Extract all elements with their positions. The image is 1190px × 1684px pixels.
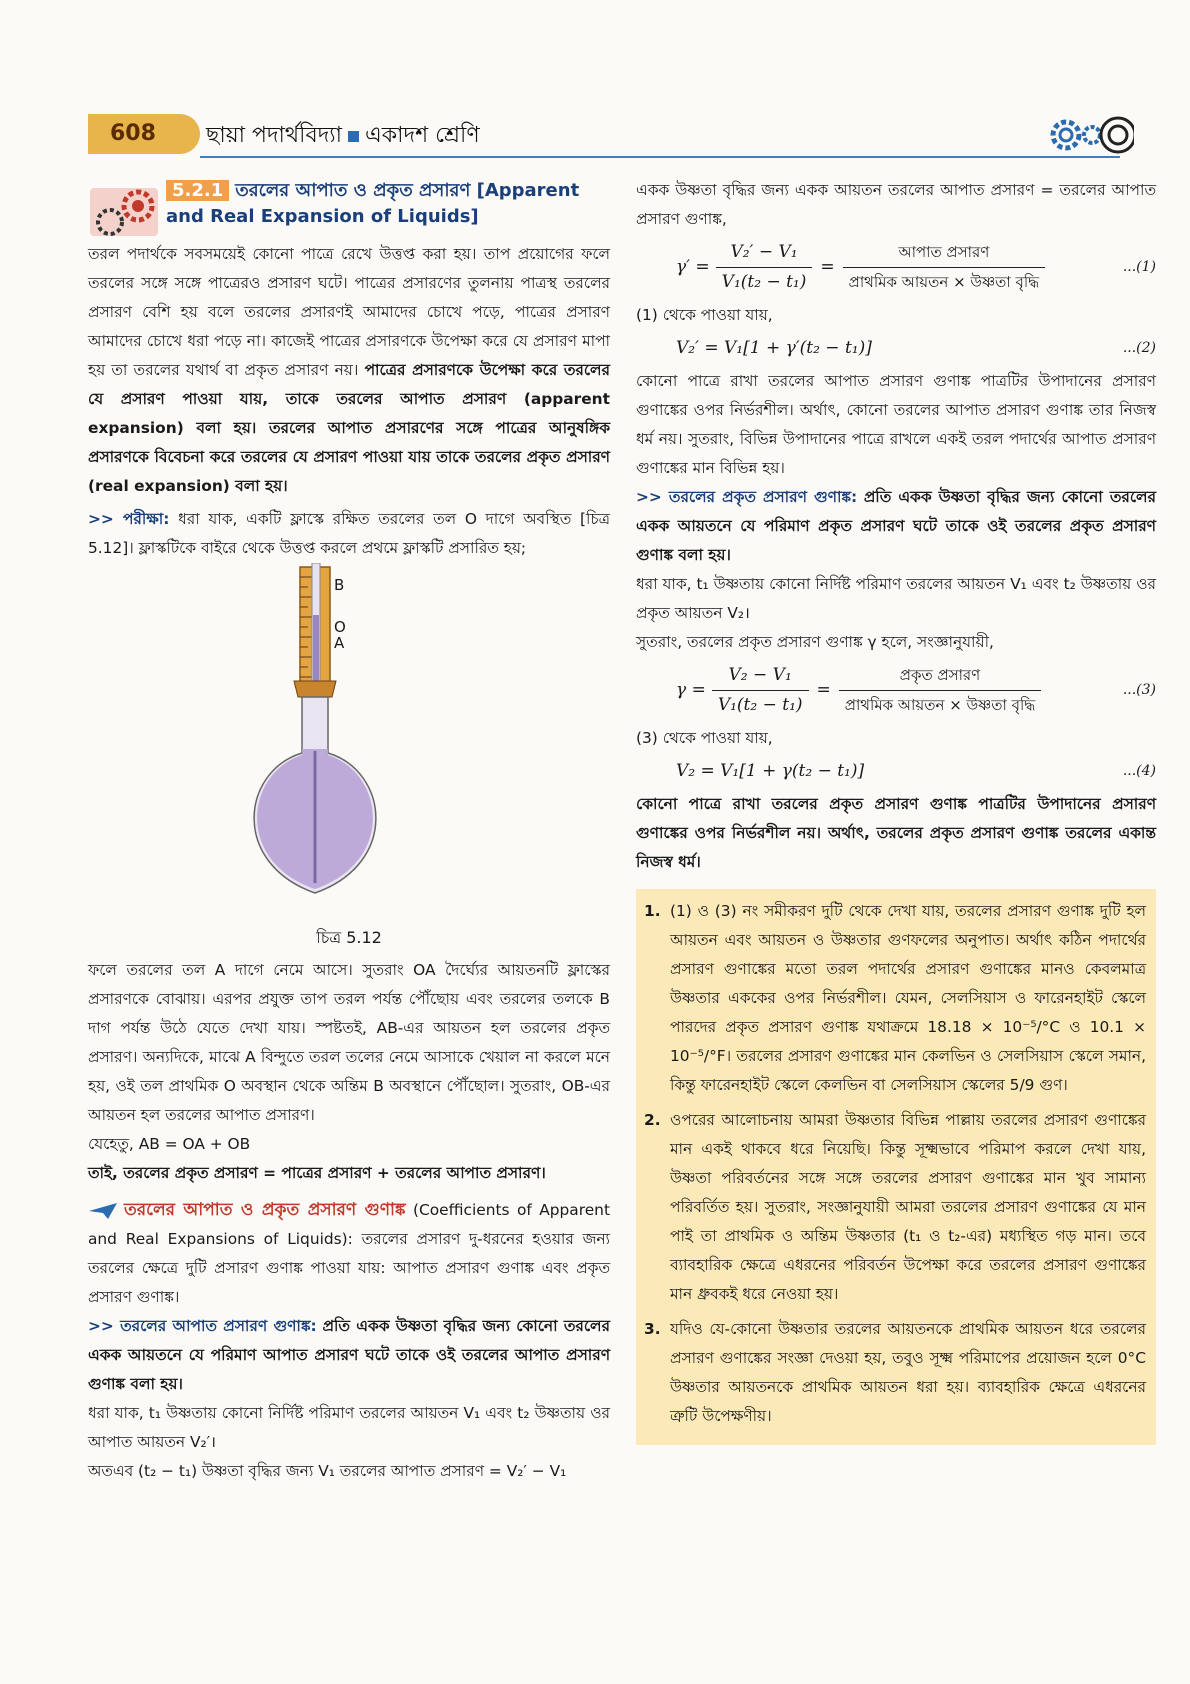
- section-heading: [88, 178, 610, 234]
- eq3-numerator: V₂ − V₁: [712, 661, 809, 691]
- figure-flask: [88, 563, 610, 923]
- equation-3: γ = $\frac{\text{V₂ − V₁}}{\text{V₁(t₂ − t₁)}}$ = $\frac{\text{প্রকৃত প্রসারণ}}{\text{প্রাথমিক আয়তন × উষ্ণতা বৃদ্ধি}}$ ...(3): [636, 661, 1156, 720]
- page-header: [88, 110, 1148, 162]
- eq2-number: ...(2): [1122, 340, 1156, 356]
- experiment-text: ধরা যাক, একটি ফ্লাস্কে রক্ষিত তরলের তল O দাগে অবস্থিত [চিত্র 5.12]। ফ্লাস্কটিকে বাইরে থেকে উত্তপ্ত করলে প্রথমে ফ্লাস্কটি প্রসারিত হয়;: [88, 510, 610, 557]
- experiment-label: পরীক্ষা:: [122, 510, 170, 528]
- paragraph-definition: পাত্রের প্রসারণকে উপেক্ষা করে তরলের যে প্রসারণ পাওয়া যায়, তাকে তরলের আপাত প্রসারণ (apparent expansion) বলা হয়। তরলের আপাত প্রসারণের সঙ্গে পাত্রের আনুষঙ্গিক প্রসারণকে বিবেচনা করে তরলের যে প্রসারণ পাওয়া যায় তাকে তরলের প্রকৃত প্রসারণ (real expansion) বলা হয়।: [88, 361, 610, 495]
- flask-illustration: [88, 563, 610, 923]
- figure-caption: চিত্র 5.12: [316, 928, 382, 947]
- coefficients-heading: তরলের আপাত ও প্রকৃত প্রসারণ গুণাঙ্ক: [124, 1200, 406, 1220]
- from-eq1: (1) থেকে পাওয়া যায়,: [636, 306, 773, 324]
- real-coeff-label: তরলের প্রকৃত প্রসারণ গুণাঙ্ক:: [668, 488, 858, 506]
- eq1-word-denominator: প্রাথমিক আয়তন × উষ্ণতা বৃদ্ধি: [848, 273, 1040, 291]
- eq1-number: ...(1): [1122, 259, 1156, 275]
- apparent-therefore-text: অতএব (t₂ − t₁) উষ্ণতা বৃদ্ধির জন্য V₁ তরলের আপাত প্রসারণ = V₂′ − V₁: [88, 1462, 567, 1480]
- eq1-lhs: γ′ =: [676, 257, 710, 277]
- equation-4: [636, 757, 1156, 786]
- arrow-icon: >>: [88, 1317, 121, 1335]
- real-let-text: ধরা যাক, t₁ উষ্ণতায় কোনো নির্দিষ্ট পরিমাণ তরলের আয়তন V₁ এবং t₂ উষ্ণতায় ওর প্রকৃত আয়তন V₂।: [636, 575, 1156, 622]
- eq3-word-denominator: প্রাথমিক আয়তন × উষ্ণতা বৃদ্ধি: [844, 696, 1036, 714]
- eq1-word-numerator: আপাত প্রসারণ: [843, 238, 1046, 268]
- real-coeff-definition: প্রতি একক উষ্ণতা বৃদ্ধির জন্য কোনো তরলের একক আয়তনে যে পরিমাণ প্রকৃত প্রসারণ ঘটে তাকে ওই তরলের প্রকৃত প্রসারণ গুণাঙ্ক বলা হয়।: [636, 488, 1156, 564]
- running-title: [206, 118, 480, 155]
- right-column: [636, 176, 1156, 1445]
- equation-1: γ′ = $\frac{\text{V₂′ − V₁}}{\text{V₁(t₂ − t₁)}}$ = $\frac{\text{আপাত প্রসারণ}}{\text{প্রাথমিক আয়তন × উষ্ণতা বৃদ্ধি}}$ ...(1): [636, 238, 1156, 297]
- paragraph-explanation: ফলে তরলের তল A দাগে নেমে আসে। সুতরাং OA দৈর্ঘ্যের আয়তনটি ফ্লাস্কের প্রসারণকে বোঝায়। এরপর প্রযুক্ত তাপ তরল পর্যন্ত পৌঁছোয় এবং তরলের তলকে B দাগ পর্যন্ত উঠে যেতে দেখা যায়। স্পষ্টতই, AB-এর আয়তন হল তরলের প্রকৃত প্রসারণ। অন্যদিকে, মাঝে A বিন্দুতে তরল তলের নেমে আসাকে খেয়াল না করলে মনে হয়, ওই তল প্রাথমিক O অবস্থান থেকে অন্তিম B অবস্থানে পৌঁছোল। সুতরাং, OB-এর আয়তন হল তরলের আপাত প্রসারণ।: [88, 961, 610, 1124]
- eq3-lhs: γ =: [676, 680, 706, 700]
- real-so-text: সুতরাং, তরলের প্রকৃত প্রসারণ গুণাঙ্ক γ হলে, সংজ্ঞানুযায়ী,: [636, 633, 994, 651]
- class-label: একাদশ শ্রেণি: [365, 123, 480, 148]
- label-o: O: [334, 618, 346, 636]
- eq3-denominator: V₁(t₂ − t₁): [717, 695, 803, 715]
- eq4-text: V₂ = V₁[1 + γ(t₂ − t₁)]: [676, 761, 865, 781]
- arrow-icon: >>: [88, 510, 123, 528]
- note-item: 1. (1) ও (3) নং সমীকরণ দুটি থেকে দেখা যায়, তরলের প্রসারণ গুণাঙ্ক দুটি হল আয়তন এবং আয়তন ও উষ্ণতার গুণফলের অনুপাত। অর্থাৎ কঠিন পদার্থের প্রসারণ গুণাঙ্কের মতো তরল পদার্থের প্রসারণ গুণাঙ্কের মানও কেবলমাত্র উষ্ণতার এককের ওপর নির্ভরশীল। যেমন, সেলসিয়াস ও ফারেনহাইট স্কেলে পারদের প্রকৃত প্রসারণ গুণাঙ্ক যথাক্রমে 18.18 × 10⁻⁵/°C ও 10.1 × 10⁻⁵/°F। তরলের প্রসারণ গুণাঙ্কের মান কেলভিন ও সেলসিয়াস স্কেলে সমান, কিন্তু ফারেনহাইট স্কেলে কেলভিন বা সেলসিয়াস স্কেলের 5/9 গুণ।: [644, 902, 1146, 1094]
- coefficients-text: তরলের প্রসারণ দু-ধরনের হওয়ার জন্য তরলের ক্ষেত্রে দুটি প্রসারণ গুণাঙ্ক পাওয়া যায়: আপাত প্রসারণ গুণাঙ্ক এবং প্রকৃত প্রসারণ গুণাঙ্ক।: [88, 1230, 610, 1306]
- apparent-coeff-label: তরলের আপাত প্রসারণ গুণাঙ্ক:: [120, 1317, 317, 1335]
- apparent-let-text: ধরা যাক, t₁ উষ্ণতায় কোনো নির্দিষ্ট পরিমাণ তরলের আয়তন V₁ এবং t₂ উষ্ণতায় ওর আপাত আয়তন V₂′।: [88, 1404, 610, 1451]
- page-number: 608: [88, 114, 200, 154]
- section-title: তরলের আপাত ও প্রকৃত প্রসারণ [Apparent and Real Expansion of Liquids]: [166, 180, 580, 227]
- right-intro: একক উষ্ণতা বৃদ্ধির জন্য একক আয়তন তরলের আপাত প্রসারণ = তরলের আপাত প্রসারণ গুণাঙ্ক,: [636, 181, 1156, 228]
- equation-2: [636, 334, 1156, 363]
- since-line: যেহেতু, AB = OA + OB: [88, 1135, 251, 1153]
- from-eq3: (3) থেকে পাওয়া যায়,: [636, 729, 773, 747]
- label-a: A: [334, 634, 345, 652]
- note-item: 2. ওপরের আলোচনায় আমরা উষ্ণতার বিভিন্ন পাল্লায় তরলের প্রসারণ গুণাঙ্কের মান একই থাকবে ধরে নিয়েছি। কিন্তু সূক্ষ্মভাবে পরিমাপ করলে দেখা যায়, উষ্ণতা পরিবর্তনের সঙ্গে সঙ্গে তরলের প্রসারণ গুণাঙ্কের মান খুব সামান্য পরিবর্তিত হয়। সুতরাং, সংজ্ঞানুযায়ী আমরা তরলের প্রসারণ গুণাঙ্কের যে মান পাই তা প্রাথমিক ও অন্তিম উষ্ণতার (t₁ ও t₂-এর) মধ্যস্থিত গড় মান। তবে ব্যাবহারিক ক্ষেত্রে এধরনের পরিবর্তন উপেক্ষা করে তরলের প্রসারণ গুণাঙ্কের মান ধ্রুবকই ধরে নেওয়া হয়।: [644, 1111, 1146, 1303]
- paragraph-intro: তরল পদার্থকে সবসময়েই কোনো পাত্রে রেখে উত্তপ্ত করা হয়। তাপ প্রয়োগের ফলে তরলের সঙ্গে সঙ্গে পাত্রেরও প্রসারণ ঘটে। পাত্রের প্রসারণের তুলনায় পাত্রস্থ তরলের প্রসারণ বেশি হয় বলে তরলের প্রসারণই আমাদের চোখে পড়ে, পাত্রের প্রসারণ আমাদের চোখে ধরা পড়ে না। কাজেই পাত্রের প্রসারণকে উপেক্ষা করে যে প্রসারণ মাপা হয় তা তরলের যথার্থ বা প্রকৃত প্রসারণ নয়।: [88, 245, 610, 379]
- arrow-icon: >>: [636, 488, 669, 506]
- eq2-text: V₂′ = V₁[1 + γ′(t₂ − t₁)]: [676, 338, 872, 358]
- eq3-number: ...(3): [1122, 682, 1156, 698]
- section-number: 5.2.1: [166, 180, 229, 201]
- book-title: ছায়া পদার্থবিদ্যা: [206, 123, 343, 148]
- header-rule: [200, 156, 1120, 158]
- gear-logo-icon: [1042, 110, 1134, 160]
- apparent-coeff-definition: প্রতি একক উষ্ণতা বৃদ্ধির জন্য কোনো তরলের একক আয়তনে যে পরিমাণ আপাত প্রসারণ ঘটে তাকে ওই তরলের আপাত প্রসারণ গুণাঙ্ক বলা হয়।: [88, 1317, 610, 1393]
- paper-plane-icon: [88, 1202, 118, 1220]
- coefficients-heading-english: (Coefficients of Apparent and Real Expansions of Liquids):: [88, 1201, 610, 1248]
- separator-square-icon: [348, 131, 359, 142]
- eq4-number: ...(4): [1122, 763, 1156, 779]
- left-column: [88, 178, 610, 1486]
- apparent-dependence: কোনো পাত্রে রাখা তরলের আপাত প্রসারণ গুণাঙ্ক পাত্রটির উপাদানের প্রসারণ গুণাঙ্কের ওপর নির্ভরশীল। অর্থাৎ, কোনো তরলের আপাত প্রসারণ গুণাঙ্ক তার নিজস্ব ধর্ম নয়। সুতরাং, বিভিন্ন উপাদানের পাত্রে রাখলে একই তরল পদার্থের আপাত প্রসারণ গুণাঙ্কের মান বিভিন্ন হয়।: [636, 372, 1156, 477]
- eq1-numerator: V₂′ − V₁: [716, 238, 813, 268]
- note-item: 3. যদিও যে-কোনো উষ্ণতার তরলের আয়তনকে প্রাথমিক আয়তন ধরে তরলের প্রসারণ গুণাঙ্কের সংজ্ঞা দেওয়া হয়, তবুও সূক্ষ্ম পরিমাপের প্রয়োজন হলে 0°C উষ্ণতার আয়তনকে প্রাথমিক আয়তন ধরা হয়। ব্যাবহারিক ক্ষেত্রে এধরনের ত্রুটি উপেক্ষণীয়।: [644, 1320, 1146, 1425]
- eq3-word-numerator: প্রকৃত প্রসারণ: [839, 661, 1042, 691]
- eq1-denominator: V₁(t₂ − t₁): [721, 272, 807, 292]
- label-b: B: [334, 576, 345, 594]
- notes-box: [636, 889, 1156, 1445]
- conclusion-line: তাই, তরলের প্রকৃত প্রসারণ = পাত্রের প্রসারণ + তরলের আপাত প্রসারণ।: [88, 1164, 546, 1182]
- real-dependence: কোনো পাত্রে রাখা তরলের প্রকৃত প্রসারণ গুণাঙ্ক পাত্রটির উপাদানের প্রসারণ গুণাঙ্কের ওপর নির্ভরশীল নয়। অর্থাৎ, তরলের প্রকৃত প্রসারণ গুণাঙ্ক তরলের একান্ত নিজস্ব ধর্ম।: [636, 795, 1156, 871]
- gears-icon: [88, 184, 160, 240]
